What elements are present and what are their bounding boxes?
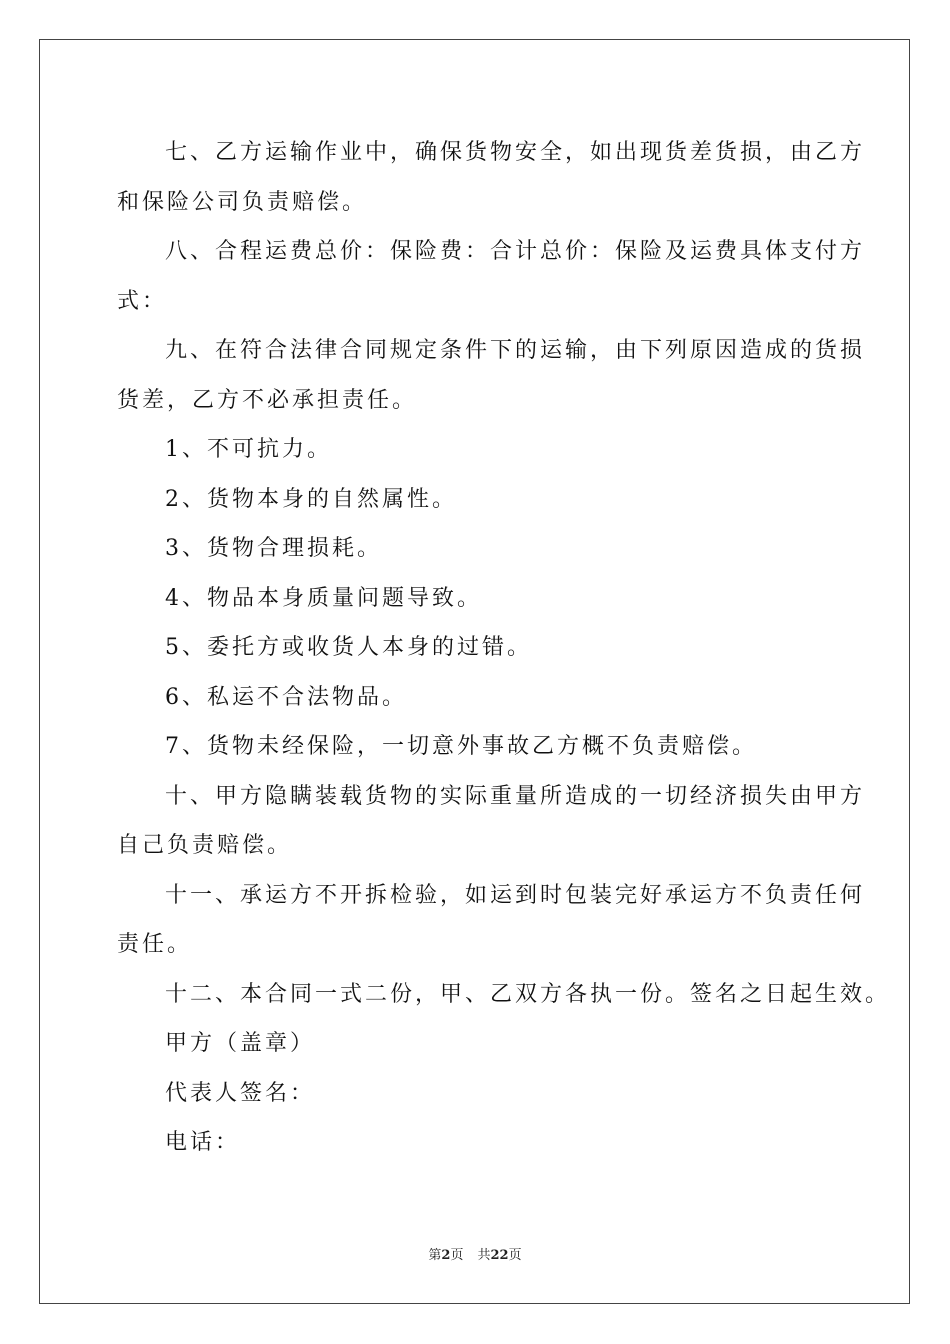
paragraph-line: 自己负责赔偿。	[117, 833, 293, 858]
total-pages: 22	[490, 1248, 509, 1263]
list-item: 3、货物合理损耗。	[165, 536, 382, 561]
paragraph-line: 八、合程运费总价：保险费：合计总价：保险及运费具体支付方	[165, 239, 866, 264]
page-number: 2	[441, 1248, 451, 1263]
paragraph-line: 责任。	[117, 932, 193, 957]
signature-phone: 电话：	[165, 1130, 241, 1155]
list-item: 7、货物未经保险，一切意外事故乙方概不负责赔偿。	[165, 734, 757, 759]
list-item: 4、物品本身质量问题导致。	[165, 585, 482, 611]
paragraph-line: 十、甲方隐瞒装载货物的实际重量所造成的一切经济损失由甲方	[165, 783, 866, 809]
signature-representative: 代表人签名：	[165, 1080, 316, 1106]
paragraph-line: 十一、承运方不开拆检验，如运到时包装完好承运方不负责任何	[165, 882, 866, 908]
document-body	[117, 128, 891, 1168]
page-footer	[0, 1247, 950, 1265]
list-item: 2、货物本身的自然属性。	[165, 486, 457, 512]
paragraph-line: 和保险公司负责赔偿。	[117, 189, 368, 215]
total-suffix: 页	[508, 1248, 522, 1263]
page-prefix: 第	[428, 1248, 442, 1263]
list-item: 5、委托方或收货人本身的过错。	[165, 635, 532, 660]
total-prefix: 共	[477, 1248, 491, 1263]
paragraph-line: 十二、本合同一式二份，甲、乙双方各执一份。签名之日起生效。	[165, 981, 891, 1007]
list-item: 6、私运不合法物品。	[165, 684, 407, 710]
paragraph-line: 九、在符合法律合同规定条件下的运输，由下列原因造成的货损	[165, 338, 866, 363]
signature-party-a: 甲方（盖章）	[165, 1031, 316, 1056]
page-suffix: 页	[450, 1248, 464, 1263]
paragraph-line: 货差，乙方不必承担责任。	[117, 387, 418, 413]
paragraph-line: 式：	[117, 288, 168, 314]
list-item: 1、不可抗力。	[165, 437, 332, 462]
paragraph-line: 七、乙方运输作业中，确保货物安全，如出现货差货损，由乙方	[165, 140, 866, 165]
